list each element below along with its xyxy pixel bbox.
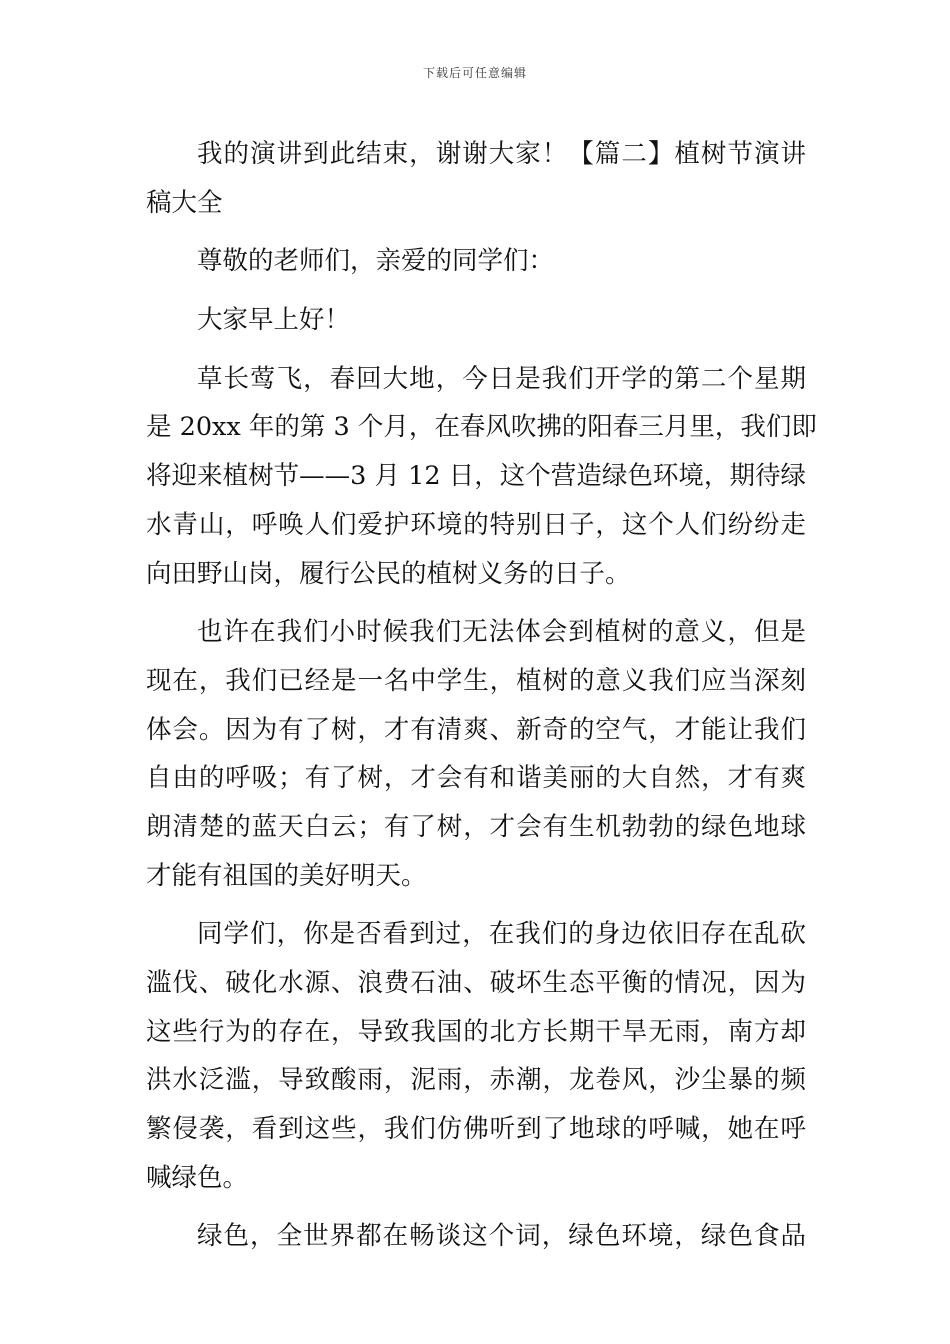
text-line: 洪水泛滥，导致酸雨，泥雨，赤潮，龙卷风，沙尘暴的频	[146, 1065, 806, 1096]
text-line: 我的演讲到此结束，谢谢大家！【篇二】植树节演讲	[197, 139, 806, 169]
text-line: 大家早上好！	[197, 305, 351, 336]
text-line: 喊绿色。	[146, 1162, 249, 1193]
text-line: 繁侵袭，看到这些，我们仿佛听到了地球的呼喊，她在呼	[146, 1114, 806, 1145]
text-line: 将迎来植树节——3 月 12 日，这个营造绿色环境，期待绿	[146, 461, 806, 492]
text-line: 现在，我们已经是一名中学生，植树的意义我们应当深刻	[146, 665, 806, 696]
text-line: 尊敬的老师们，亲爱的同学们：	[197, 246, 555, 277]
text-line: 体会。因为有了树，才有清爽、新奇的空气，才能让我们	[146, 714, 806, 745]
paragraph	[146, 130, 806, 227]
text-line: 水青山，呼唤人们爱护环境的特别日子，这个人们纷纷走	[146, 509, 806, 540]
text-line: 绿色，全世界都在畅谈这个词，绿色环境，绿色食品	[197, 1221, 806, 1252]
paragraph	[146, 1212, 806, 1261]
text-line: 向田野山岗，履行公民的植树义务的日子。	[146, 558, 631, 589]
paragraph	[146, 296, 806, 345]
text-line: 也许在我们小时候我们无法体会到植树的意义，但是	[197, 617, 806, 648]
text-line: 是 20xx 年的第 3 个月，在春风吹拂的阳春三月里，我们即	[146, 412, 817, 443]
text-line: 滥伐、破化水源、浪费石油、破坏生态平衡的情况，因为	[146, 968, 806, 998]
text-line: 这些行为的存在，导致我国的北方长期干旱无雨，南方却	[146, 1016, 806, 1047]
page-header: 下载后可任意编辑	[422, 66, 527, 80]
document-body	[146, 130, 817, 1261]
paragraph	[146, 237, 806, 286]
text-line: 稿大全	[146, 187, 223, 218]
paragraph	[146, 355, 817, 598]
text-line: 同学们，你是否看到过，在我们的身边依旧存在乱砍	[197, 919, 806, 950]
paragraph	[146, 608, 806, 900]
text-line: 自由的呼吸；有了树，才会有和谐美丽的大自然，才有爽	[146, 763, 806, 794]
text-line: 朗清楚的蓝天白云；有了树，才会有生机勃勃的绿色地球	[146, 811, 806, 842]
text-line: 草长莺飞，春回大地，今日是我们开学的第二个星期	[197, 363, 806, 394]
paragraph	[146, 910, 806, 1202]
text-line: 才能有祖国的美好明天。	[146, 860, 427, 891]
